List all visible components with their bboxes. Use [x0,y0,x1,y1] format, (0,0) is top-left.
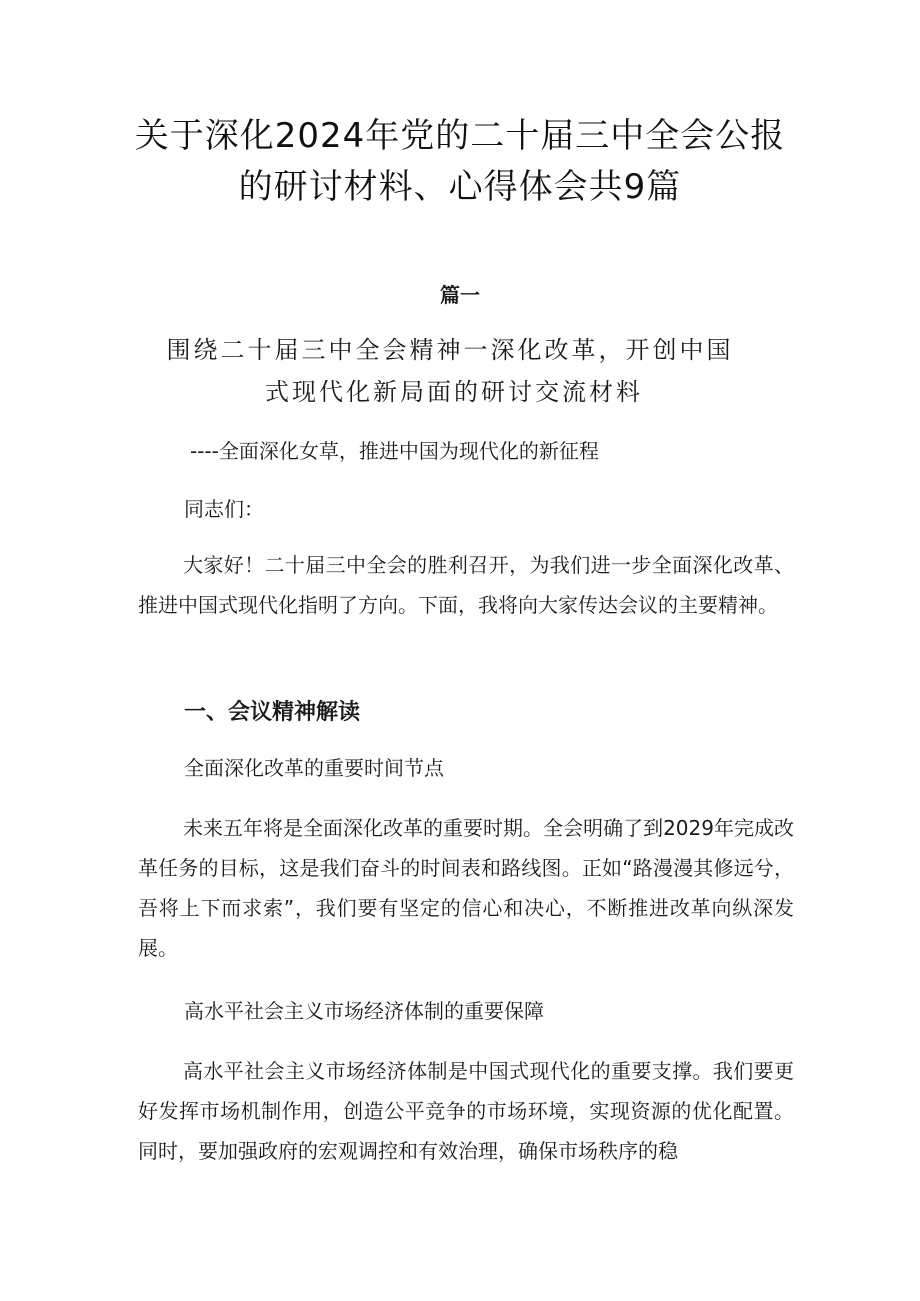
subtitle-line-2: 式现代化新局面的研讨交流材料 [265,378,643,406]
subheading-market-economy: 高水平社会主义市场经济体制的重要保障 [184,999,544,1023]
paragraph-market-economy: 高水平社会主义市场经济体制是中国式现代化的重要支撑。我们要更好发挥市场机制作用，创造公平竞争的市场环境，实现资源的优化配置。同时，要加强政府的宏观调控和有效治理，确保市场秩序的稳 [138,1059,794,1163]
section-label: 篇一 [440,283,480,307]
section-heading: 一、会议精神解读 [184,700,361,725]
subheading-time-nodes: 全面深化改革的重要时间节点 [184,756,444,780]
subtitle-line-1: 围绕二十届三中全会精神一深化改革，开创中国 [166,336,734,364]
paragraph-reform-period: 未来五年将是全面深化改革的重要时期。全会明确了到2029年完成改革任务的目标，这是我们奋斗的时间表和路线图。正如“路漫漫其修远兮，吾将上下而求索”，我们要有坚定的信心和决心，不断推进改革向纵深发展。 [138,816,794,960]
document-title-line-2: 的研讨材料、心得体会共9篇 [238,167,682,207]
document-title-line-1: 关于深化2024年党的二十届三中全会公报 [134,116,786,156]
intro-paragraph: 大家好！二十届三中全会的胜利召开，为我们进一步全面深化改革、推进中国式现代化指明了方向。下面，我将向大家传达会议的主要精神。 [138,553,794,617]
tagline: ----全面深化女草，推进中国为现代化的新征程 [190,439,599,463]
salutation: 同志们： [184,497,264,521]
